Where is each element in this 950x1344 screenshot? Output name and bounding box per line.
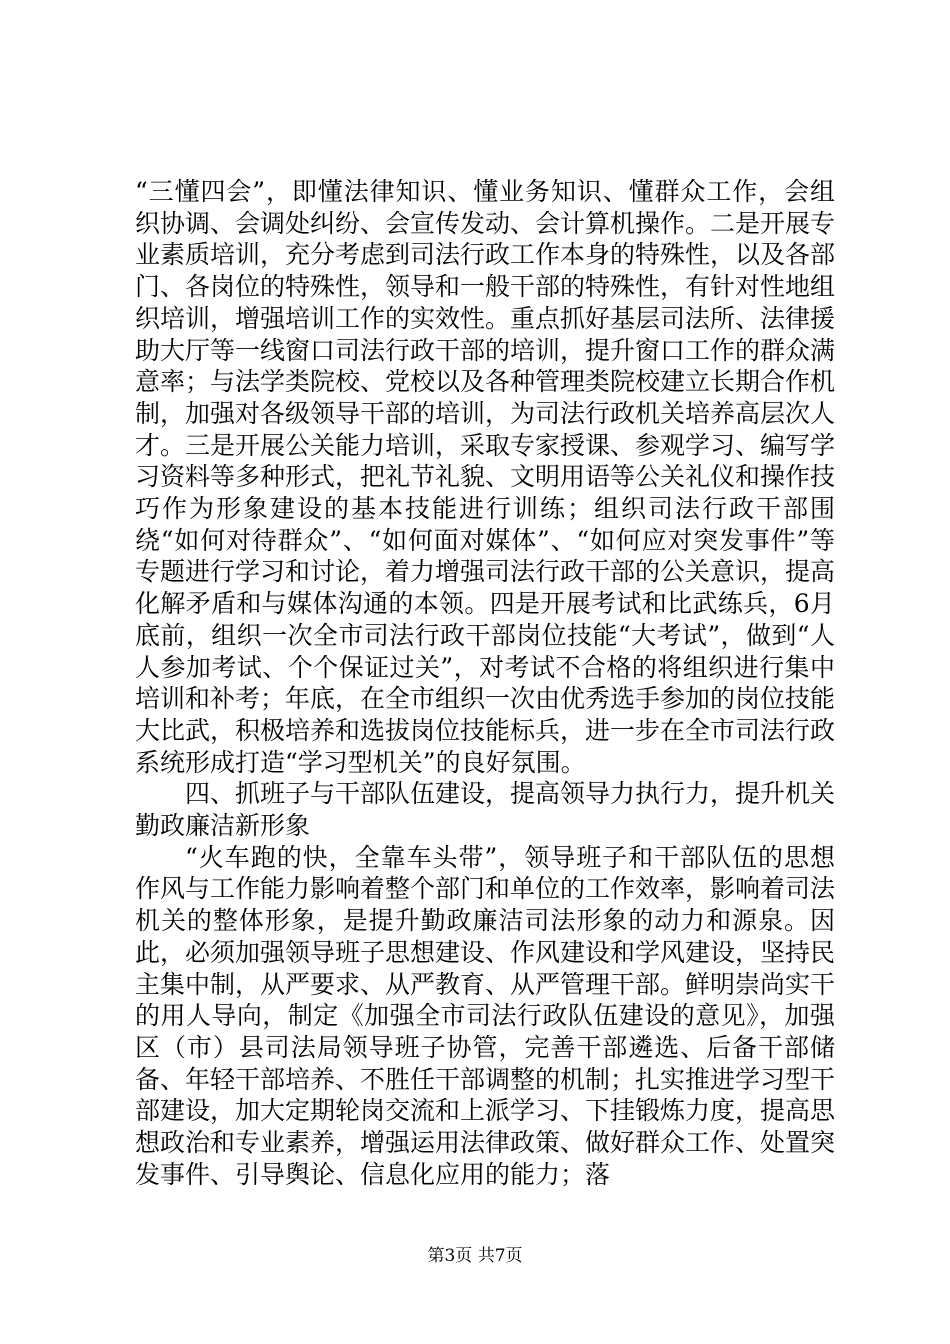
section-heading-four: 四、抓班子与干部队伍建设，提高领导力执行力，提升机关勤政廉洁新形象	[135, 779, 836, 841]
paragraph-leadership: “火车跑的快，全靠车头带”，领导班子和干部队伍的思想作风与工作能力影响着整个部门和单位的工作效率，影响着司法机关的整体形象，是提升勤政廉洁司法形象的动力和源泉。因此，必须加强领导班子思想建设、作风建设和学风建设，坚持民主集中制，从严要求、从严教育、从严管理干部。鲜明崇尚实干的用人导向，制定《加强全市司法行政队伍建设的意见》，加强区（市）县司法局领导班子协管，完善干部遴选、后备干部储备、年轻干部培养、不胜任干部调整的机制；扎实推进学习型干部建设，加大定期轮岗交流和上派学习、下挂锻炼力度，提高思想政治和专业素养，增强运用法律政策、做好群众工作、处置突发事件、引导舆论、信息化应用的能力；落	[135, 842, 836, 1189]
page-number-footer: 第3页 共7页	[427, 1246, 523, 1266]
paragraph-training: “三懂四会”，即懂法律知识、懂业务知识、懂群众工作，会组织协调、会调处纠纷、会宣传发动、会计算机操作。二是开展专业素质培训，充分考虑到司法行政工作本身的特殊性，以及各部门、各岗位的特殊性，领导和一般干部的特殊性，有针对性地组织培训，增强培训工作的实效性。重点抓好基层司法所、法律援助大厅等一线窗口司法行政干部的培训，提升窗口工作的群众满意率；与法学类院校、党校以及各种管理类院校建立长期合作机制，加强对各级领导干部的培训，为司法行政机关培养高层次人才。三是开展公关能力培训，采取专家授课、参观学习、编写学习资料等多种形式，把礼节礼貌、文明用语等公关礼仪和操作技巧作为形象建设的基本技能进行训练；组织司法行政干部围绕“如何对待群众”、“如何面对媒体”、“如何应对突发事件”等专题进行学习和讨论，着力增强司法行政干部的公关意识，提高化解矛盾和与媒体沟通的本领。四是开展考试和比武练兵，6月底前，组织一次全市司法行政干部岗位技能“大考试”，做到“人人参加考试、个个保证过关”，对考试不合格的将组织进行集中培训和补考；年底，在全市组织一次由优秀选手参加的岗位技能大比武，积极培养和选拔岗位技能标兵，进一步在全市司法行政系统形成打造“学习型机关”的良好氛围。	[135, 177, 836, 777]
document-body	[135, 176, 835, 1191]
